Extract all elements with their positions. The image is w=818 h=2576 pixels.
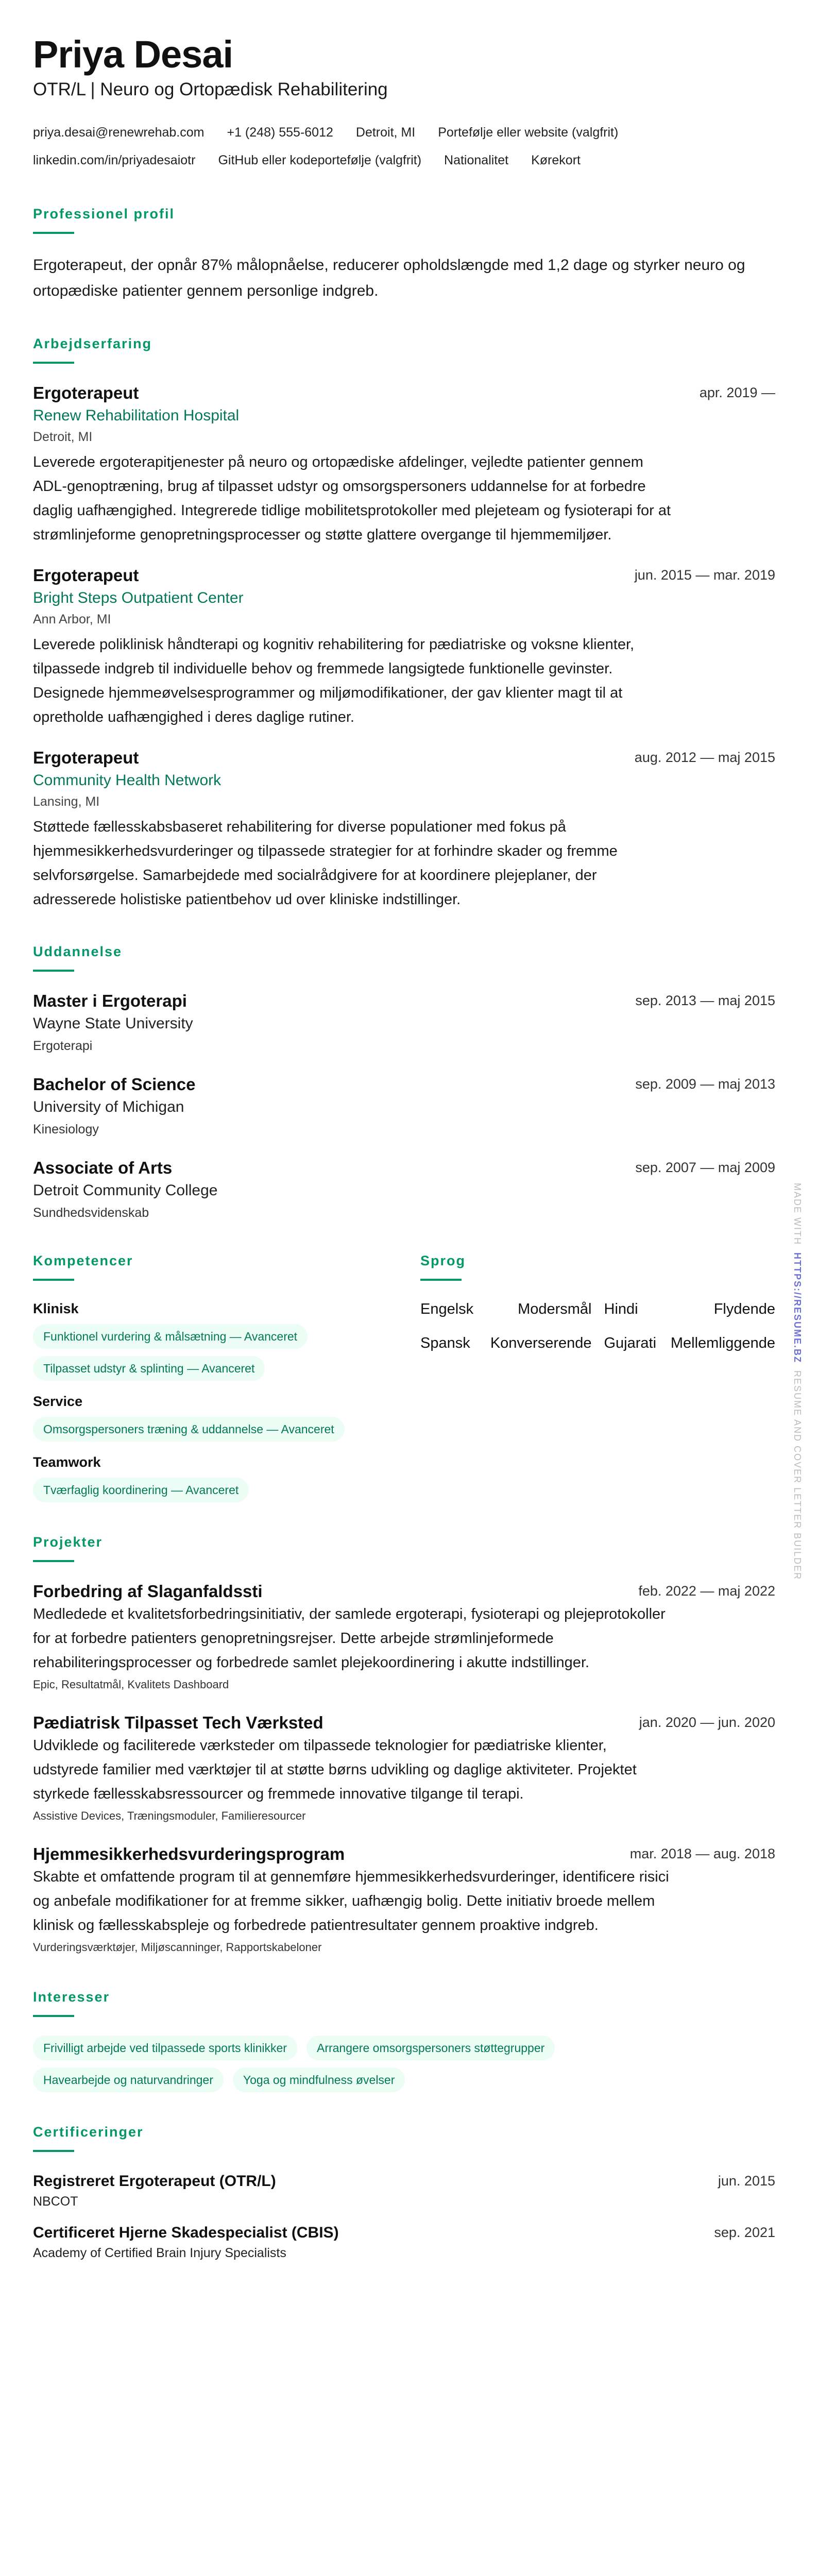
job-description: Leverede ergoterapitjenester på neuro og ortopædiske afdelinger, vejledte patienter gennem ADL-genoptræning, brug af tilpasset udstyr og omsorgspersoners uddannelse for at forbedre daglig uafhængighed. Integrerede tidlige mobilitetsprotokoller med plejeteam og fysioterapi for at strømlinjeforme genopretningsprocesser og støtte glattere overgange til hjemmemiljøer. (33, 454, 671, 543)
job-description: Leverede poliklinisk håndterapi og kognitiv rehabilitering for pædiatriske og voksne klienter, tilpassede indgreb til individuelle behov og fremmede langsigtede funktionelle gevinster. Designede hjemmeøvelsesprogrammer og miljømodifikationer, der gav klienter magt til at opretholde uafhængighed i deres daglige rutiner. (33, 636, 635, 725)
project-dates: jan. 2020 — jun. 2020 (639, 1715, 775, 1730)
job-company: Renew Rehabilitation Hospital (33, 407, 240, 424)
field-of-study: Kinesiology (33, 1122, 99, 1137)
contact-phone[interactable]: +1 (248) 555-6012 (227, 125, 333, 140)
certification-date: sep. 2021 (714, 2225, 775, 2240)
education-entry (33, 990, 775, 1056)
job-location: Detroit, MI (33, 430, 93, 444)
heading-underline (420, 1279, 462, 1281)
project-description: Medledede et kvalitetsforbedringsinitiativ, der samlede ergoterapi, fysioterapi og plejeprotokoller for at forbedre patienters genopretningsrejser. Dette arbejde strømlinjeformede rehabiliteringsprocesser og forbedrede samlet plejekoordinering i akutte indstillinger. (33, 1606, 666, 1671)
watermark-suffix: RESUME AND COVER LETTER BUILDER (792, 1370, 803, 1581)
interest-pill: Havearbejde og naturvandringer (33, 2067, 224, 2092)
section-heading: Professionel profil (33, 206, 175, 222)
interest-pill: Frivilligt arbejde ved tilpassede sports klinikker (33, 2036, 297, 2060)
skill-pill: Tværfaglig koordinering — Avanceret (33, 1478, 249, 1502)
education-dates: sep. 2007 — maj 2009 (635, 1160, 775, 1175)
field-of-study: Ergoterapi (33, 1039, 93, 1053)
school: University of Michigan (33, 1098, 184, 1115)
job-location: Ann Arbor, MI (33, 612, 111, 626)
project-description: Skabte et omfattende program til at gennemføre hjemmesikkerhedsvurderinger, identificere risici og anbefale modifikationer for at fremme sikker, uafhængig bolig. Dette initiativ broede mellem klinisk og fællesskabspleje og forbedrede patientresultater gennem proaktive indgreb. (33, 1869, 669, 1934)
education-dates: sep. 2013 — maj 2015 (635, 993, 775, 1008)
job-title: Ergoterapeut (33, 383, 139, 402)
certification-name: Certificeret Hjerne Skadespecialist (CBIS) (33, 2224, 339, 2241)
school: Detroit Community College (33, 1182, 218, 1199)
section-heading: Projekter (33, 1534, 103, 1550)
job-description: Støttede fællesskabsbaseret rehabilitering for diverse populationer med fokus på hjemmesikkerhedsvurderinger og tilpassede strategier for at forhindre skader og fremme selvforsørgelse. Samarbejdede med socialrådgivere for at koordinere plejeplaner, der adresserede holistiske patientbehov ud over kliniske indstillinger. (33, 819, 618, 908)
language-item (420, 1333, 592, 1353)
skill-pill: Tilpasset udstyr & splinting — Avanceret (33, 1356, 265, 1381)
language-level: Konverserende (490, 1335, 592, 1351)
job-company: Community Health Network (33, 772, 221, 789)
heading-underline (33, 2150, 74, 2152)
profile-section (33, 205, 775, 304)
language-item (604, 1333, 776, 1353)
interests-section (33, 1988, 775, 2092)
heading-underline (33, 970, 74, 972)
certifications-section (33, 2123, 775, 2262)
job-dates: aug. 2012 — maj 2015 (634, 750, 775, 765)
section-heading: Sprog (420, 1253, 466, 1268)
watermark-prefix: MADE WITH (792, 1183, 803, 1245)
certification-entry (33, 2222, 775, 2262)
project-entry (33, 1712, 775, 1826)
contact-nationality: Nationalitet (444, 153, 509, 167)
education-entry (33, 1074, 775, 1140)
language-item (604, 1299, 776, 1319)
watermark (792, 1183, 803, 1580)
skill-category: Service (33, 1394, 83, 1409)
heading-underline (33, 2015, 74, 2017)
section-heading: Interesser (33, 1989, 110, 2005)
project-title: Hjemmesikkerhedsvurderingsprogram (33, 1844, 345, 1863)
language-level: Flydende (713, 1301, 775, 1317)
field-of-study: Sundhedsvidenskab (33, 1206, 149, 1220)
project-title: Pædiatrisk Tilpasset Tech Værksted (33, 1713, 323, 1732)
job-company: Bright Steps Outpatient Center (33, 589, 244, 606)
school: Wayne State University (33, 1015, 193, 1032)
job-location: Lansing, MI (33, 794, 100, 809)
degree: Master i Ergoterapi (33, 991, 187, 1010)
language-name: Gujarati (604, 1335, 657, 1351)
education-dates: sep. 2009 — maj 2013 (635, 1076, 775, 1092)
contact-list (33, 118, 775, 174)
project-tags: Epic, Resultatmål, Kvalitets Dashboard (33, 1678, 229, 1691)
watermark-link[interactable]: HTTPS://RESUME.BZ (792, 1252, 803, 1364)
languages-section (420, 1252, 775, 1502)
contact-portfolio[interactable]: Portefølje eller website (valgfrit) (438, 125, 619, 140)
section-heading: Certificeringer (33, 2124, 144, 2140)
heading-underline (33, 1560, 74, 1562)
profile-text: Ergoterapeut, der opnår 87% målopnåelse, reducerer opholdslængde med 1,2 dage og styrker neuro og ortopædiske patienter gennem personlige indgreb. (33, 257, 745, 299)
section-heading: Arbejdserfaring (33, 336, 152, 351)
project-tags: Vurderingsværktøjer, Miljøscanninger, Rapportskabeloner (33, 1941, 322, 1954)
experience-entry (33, 747, 775, 912)
language-name: Spansk (420, 1335, 470, 1351)
certification-issuer: Academy of Certified Brain Injury Specialists (33, 2246, 286, 2260)
skills-languages-row (33, 1252, 775, 1502)
job-dates: apr. 2019 — (699, 385, 775, 400)
project-entry (33, 1581, 775, 1694)
project-description: Udviklede og faciliterede værksteder om tilpassede teknologier for pædiatriske klienter, udstyrede familier med værktøjer til at støtte børns udvikling og daglige aktiviteter. Projektet styrkede fællesskabsressourcer og fremmede innovative tilgange til terapi. (33, 1737, 637, 1802)
education-entry (33, 1157, 775, 1223)
skill-pill: Omsorgspersoners træning & uddannelse — Avanceret (33, 1417, 345, 1442)
skill-pill: Funktionel vurdering & målsætning — Avanceret (33, 1324, 308, 1349)
language-level: Mellemliggende (670, 1335, 775, 1351)
skill-category: Klinisk (33, 1301, 79, 1316)
experience-entry (33, 382, 775, 547)
certification-issuer: NBCOT (33, 2194, 78, 2209)
project-entry (33, 1843, 775, 1957)
certification-entry (33, 2171, 775, 2211)
education-section (33, 943, 775, 1223)
section-heading: Kompetencer (33, 1253, 133, 1268)
resume-page (33, 0, 775, 2283)
heading-underline (33, 362, 74, 364)
language-level: Modersmål (518, 1301, 592, 1317)
experience-section (33, 335, 775, 912)
job-title: Ergoterapeut (33, 748, 139, 767)
job-title: Ergoterapeut (33, 566, 139, 585)
interest-pill: Arrangere omsorgspersoners støttegrupper (306, 2036, 555, 2060)
degree: Bachelor of Science (33, 1075, 196, 1094)
skills-section (33, 1252, 394, 1502)
contact-github[interactable]: GitHub eller kodeportefølje (valgfrit) (218, 153, 422, 167)
contact-linkedin[interactable]: linkedin.com/in/priyadesaiotr (33, 153, 196, 167)
projects-section (33, 1533, 775, 1957)
certification-name: Registreret Ergoterapeut (OTR/L) (33, 2173, 276, 2190)
skill-category: Teamwork (33, 1454, 101, 1470)
contact-license: Kørekort (531, 153, 581, 167)
project-dates: feb. 2022 — maj 2022 (638, 1583, 775, 1599)
candidate-name: Priya Desai (33, 33, 233, 76)
contact-location: Detroit, MI (355, 125, 416, 140)
language-name: Engelsk (420, 1301, 474, 1317)
interest-pill: Yoga og mindfulness øvelser (233, 2067, 405, 2092)
language-item (420, 1299, 592, 1319)
project-title: Forbedring af Slaganfaldssti (33, 1582, 263, 1601)
contact-email[interactable]: priya.desai@renewrehab.com (33, 125, 204, 140)
language-name: Hindi (604, 1301, 638, 1317)
experience-entry (33, 565, 775, 730)
certification-date: jun. 2015 (718, 2173, 775, 2189)
heading-underline (33, 232, 74, 234)
project-tags: Assistive Devices, Træningsmoduler, Familieresourcer (33, 1809, 306, 1822)
project-dates: mar. 2018 — aug. 2018 (629, 1846, 775, 1861)
degree: Associate of Arts (33, 1158, 173, 1177)
section-heading: Uddannelse (33, 944, 123, 959)
heading-underline (33, 1279, 74, 1281)
candidate-title: OTR/L | Neuro og Ortopædisk Rehabilitering (33, 79, 388, 99)
job-dates: jun. 2015 — mar. 2019 (634, 567, 775, 583)
